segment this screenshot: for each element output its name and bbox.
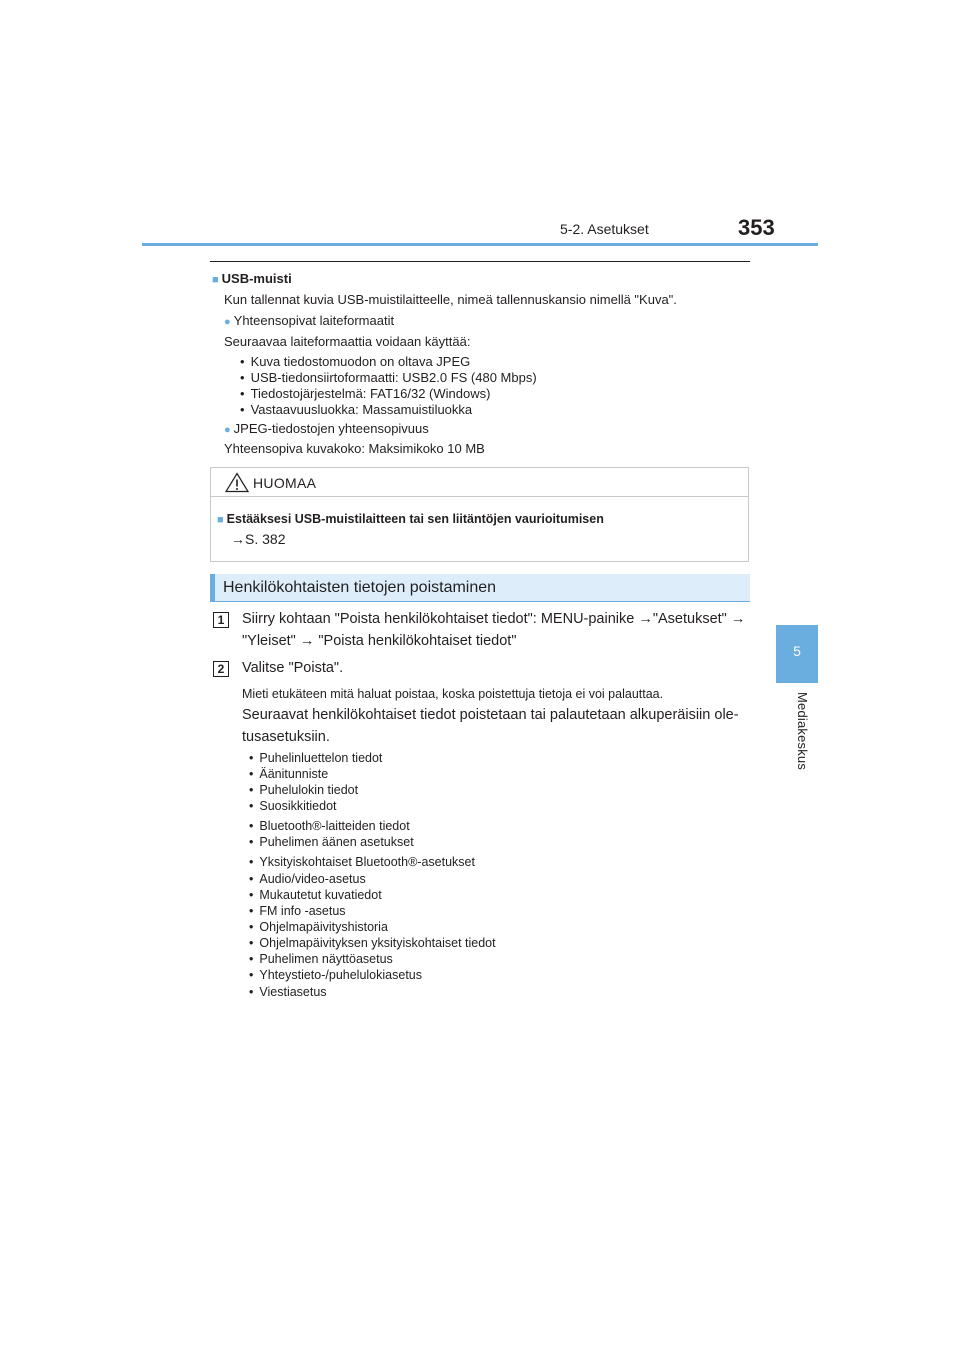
list-item: • Kuva tiedostomuodon on oltava JPEG xyxy=(240,354,471,369)
section-heading: 5-2. Asetukset xyxy=(560,221,649,237)
chapter-tab[interactable] xyxy=(776,625,818,683)
list-item: • Tiedostojärjestelmä: FAT16/32 (Windows) xyxy=(240,386,491,401)
list-item: • Puhelimen näyttöasetus xyxy=(249,952,393,966)
list-item: • Ohjelmapäivityksen yksityiskohtaiset tiedot xyxy=(249,936,496,950)
header-rule xyxy=(142,243,818,246)
notice-header xyxy=(211,468,748,497)
usb-intro: Kun tallennat kuvia USB-muistilaitteelle, nimeä tallennuskansio nimellä "Kuva". xyxy=(224,292,677,307)
section-title: Henkilökohtaisten tietojen poistaminen xyxy=(223,579,497,596)
delete-info-line-1: Seuraavat henkilökohtaiset tiedot poistetaan tai palautetaan alkuperäisiin ole- xyxy=(242,707,739,723)
notice-subtitle: ■ Estääksesi USB-muistilaitteen tai sen liitäntöjen vaurioitumisen xyxy=(217,512,604,526)
list-item: • Yksityiskohtaiset Bluetooth®-asetukset xyxy=(249,855,475,869)
list-item: • Audio/video-asetus xyxy=(249,872,366,886)
list-item: • Puhelinluettelon tiedot xyxy=(249,751,383,765)
chapter-label: Mediakeskus xyxy=(795,692,810,771)
circle-bullet-icon: ● xyxy=(224,424,231,436)
square-bullet-icon: ■ xyxy=(212,274,219,286)
list-item: • Ohjelmapäivityshistoria xyxy=(249,920,388,934)
step-number-badge: 1 xyxy=(213,612,229,628)
formats-intro: Seuraavaa laiteformaattia voidaan käyttää: xyxy=(224,334,471,349)
chapter-number: 5 xyxy=(793,643,801,659)
notice-box xyxy=(210,467,749,562)
step-1-text-line-2: "Yleiset" → "Poista henkilökohtaiset tiedot" xyxy=(242,633,517,649)
step-2-text: Valitse "Poista". xyxy=(242,660,344,676)
list-item: • Suosikkitiedot xyxy=(249,799,337,813)
list-item: • USB-tiedonsiirtoformaatti: USB2.0 FS (480 Mbps) xyxy=(240,370,537,385)
list-item: • Vastaavuusluokka: Massamuistiluokka xyxy=(240,402,473,417)
section-title-bar xyxy=(210,574,750,602)
notice-title: HUOMAA xyxy=(253,475,317,491)
page-reference-link[interactable]: →S. 382 xyxy=(231,531,286,547)
delete-info-line-2: tusasetuksiin. xyxy=(242,729,330,745)
list-item: • Yhteystieto-/puhelulokiasetus xyxy=(249,968,422,982)
list-item: • Mukautetut kuvatiedot xyxy=(249,888,382,902)
step-number-badge: 2 xyxy=(213,661,229,677)
usb-heading: ■ USB-muisti xyxy=(212,271,292,286)
content-top-rule xyxy=(210,261,750,262)
list-item: • Bluetooth®-laitteiden tiedot xyxy=(249,819,410,833)
delete-warning: Mieti etukäteen mitä haluat poistaa, koska poistettuja tietoja ei voi palauttaa. xyxy=(242,687,664,701)
jpeg-text: Yhteensopiva kuvakoko: Maksimikoko 10 MB xyxy=(224,441,485,456)
list-item: • Puhelimen äänen asetukset xyxy=(249,835,414,849)
section-accent xyxy=(210,574,215,601)
list-item: • FM info -asetus xyxy=(249,904,346,918)
list-item: • Viestiasetus xyxy=(249,985,327,999)
square-bullet-icon: ■ xyxy=(217,514,224,526)
list-item: • Puhelulokin tiedot xyxy=(249,783,359,797)
page-number: 353 xyxy=(738,215,775,240)
formats-heading: ● Yhteensopivat laiteformaatit xyxy=(224,313,395,328)
jpeg-heading: ● JPEG-tiedostojen yhteensopivuus xyxy=(224,421,429,436)
circle-bullet-icon: ● xyxy=(224,316,231,328)
list-item: • Äänitunniste xyxy=(249,767,329,781)
step-1-text-line-1: Siirry kohtaan "Poista henkilökohtaiset tiedot": MENU-painike →"Asetukset" → xyxy=(242,611,746,627)
warning-icon xyxy=(225,472,249,493)
